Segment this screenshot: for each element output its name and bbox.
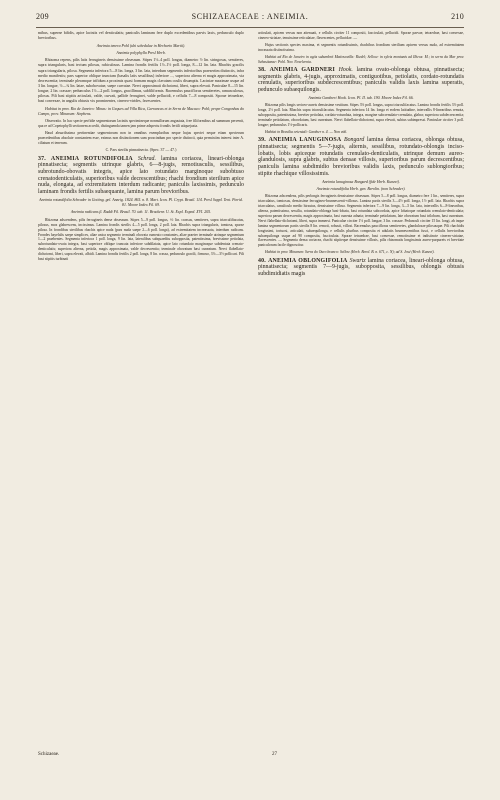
species-name: ANEIMIA OBLONGIFOLIA xyxy=(268,257,348,264)
habitat-paragraph: Habitat in Brasilia orientali: Gardner n. 4. — Non vidi. xyxy=(265,130,348,135)
paragraph: articulati, apicem versus non attenuati, e cellulis circiter 11 compositi, fasciculati, pellucidi. Sporae parvae, tetraedrae, basi convexae, cinereo-striatae, tenuissime reticulatae, flavescentes, pellucidae. — xyxy=(258,31,464,40)
footer-signature-right: 27 xyxy=(272,752,277,757)
species-number: 40. xyxy=(258,257,266,264)
species-number: 39. xyxy=(258,137,266,144)
synonym: Aneimia polyphylla Presl Herb. xyxy=(116,50,166,55)
description-paragraph: Rhizoma adscendens, pilis perlongis ferrugineis densissime obsessum. Stipes 5—8 poll. longus, diametro fere 1 lin., semiteres, supra triarculatus, tomtosus, densissime ferrugineo-brunnescenti-villosus. Lamina partis sterilis 3—4½ poll. longa, 1½ poll. lata. Rhachis supra triarculatus, canaliculo medio hirsutus, densissime villosa. Segmenta inferiora 7—9 lin. longa, 3—5 lin. lata, intervallis 6—8-linearibus, alterna, patentissima, sessilia, rotundato-oblonga basi-lobata, basi rotundata subcordata, apice lobatoque rotundata crenulato-denticulata; superiora parum decrescentia, magis approximata, basi cuneata adnata; terminale petiolatum, late obovatum basi trilobum, basi cuneatum. Nervi flabellato-dichotomi, liberi, supra immersi. Paniculae circiter 1½ poll. longae, 3 lin. crassae. Pedunculi circiter 15 lin. longi, ab inque lamina segmentorum partis sterilis 8 lin. remoti, robusti, villosi. Racemulus pauciflorus semiteretes, glandulosae pilosusque. Pili rhachidis longissimi, tortuosi, articulati, subaequilonga, e cellulis pluribus composita et adulatis brunnescentibus fusci, e cellulis brevioribus subaequilonga usque ad 90 composita, fasciculata. Sporae tetraedrae, basi convexae, remotissime et indistincte cinereo-striatae, flavescentes. — Segmenta densa coriacea, rhachi stipiteque densissime villosis, pilis rhizomatis longissimis aureo-purpureis et brevitate paniculorum facile dignoscitur. xyxy=(258,194,464,248)
species-number: 37. xyxy=(38,155,46,162)
species-author: Schrad. xyxy=(137,155,156,162)
running-title: SCHIZAEACEAE : ANEIMIA. xyxy=(191,12,309,21)
paragraph: Hujus sectionis species maxima, et segmentis rotundissimis, rhachibus frondium sterilium apicem versus nuda, ad extremitatem incrassata distinctissima. xyxy=(258,43,464,52)
description-paragraph: Rhizoma repens, pilis latis ferrugineis densissime obsessum. Stipes 1½–4 poll. longus, diametro ½ lin. stringosus, semiteres, supra triangularis, basi tectum pilosus, rubiculosus. Lamina frondis fertilis 1½–1½ poll. longa, 8—12 lin. lata. Rhachis gracilis supra triangularis, pilosa. Segmenta inferiora 5—8 lin. longa, 3 lin. lata, interdum segmentis inferioribus praesertim distinctis, infra medio manifestis; pars superior oblique trunctam (basalis latis sessilibus) inferiore ..., superiora alterna et magis approximata, via decrescentia; terminale pleramque trifidum a proximis quasi formam magis clavatam oculis disumptis. Laciniae maximae usque ad 3 lin. longae, ½—¾ lin. latae, subobovatae, saepe curvatae. Nervi approximati dichotomi, liberi, supra elevati. Paniculae 8—15 lin. longae, 2 lin. crassae; pedunculus 1½—2 poll. longus, gracillimus, subfiliformis. Racemulus pauciflorus semiteretes, ramusculosus, pilosus. Pili basi stipitis articulati, valde, curvati, pallide ferruginei, valde pellucidi, e cellulis 7—8 compositi. Sporae tetraedrae, basi convexae, in angulis obtusis vix prominentes, cinereo-virides, favescentes. xyxy=(38,58,244,104)
species-name: ANEIMIA LANUGINOSA xyxy=(268,137,342,144)
header-rule xyxy=(36,27,464,28)
species-name: ANEIMIA ROTUNDIFOLIA xyxy=(50,155,133,162)
page-number-left: 209 xyxy=(36,12,49,21)
synonym: Aneimia Gardneri Hook. Icon. Pl. II. tab. 190. Moore Index Fil. 66. xyxy=(308,96,414,100)
paragraph: mibus, superne bifidis, apice laciniis vel denticulatis; paniculis laminam fere duplo excedentibus parvis laxis, pedunculo duplo brevioribus. xyxy=(38,31,244,41)
species-entry xyxy=(258,137,464,177)
species-author: Hook. xyxy=(338,67,353,73)
species-author: Swartz xyxy=(349,257,366,264)
species-diagnosis: lamina coriacea, lineari-oblonga pinnatisecta; segmentis utrinque glabris, 6—8-jugis, remotiusculis, sessilibus, subrotundo-obovatis integris, apice lato rotundato marginoque subobtuso crenatodenticulatis, superioribus valde decrescentibus; rhachi frondium sterilium apice nuda, elongata, ad extremitatem interdum radicante; paniculis laxissimis, pedunculo laminam frondis fertilis subaequante, lamina parum brevioribus. xyxy=(38,155,244,196)
habitat-paragraph: Habitat in prov. Rio de Janeiro: Minas: in Geques ad Villa Rica, Carrancas et in Serra de Macaco: Pohl; prope Congonhas do Campo, prov. Minarum: Stephens. xyxy=(38,106,244,116)
section-heading: C. Pars sterilis pinnatisecta. (Spec. 37 — 47.) xyxy=(105,148,177,153)
note-paragraph: Haud absurdissima pertinentiae segmentorum non in omnibus exemplaribus neque hujus speciei neque etiam specierum praecedentibus absolute constantem esse, eximus non distinctionem sum proscindum pro specie distincti, quia permixtim interest inter A. ciliatum et tenerum. xyxy=(38,131,244,146)
synonym: Aneimia radicans β. Raddi Fil. Brasil. 70. tab. 11. Brackenr. U. St. Expl. Exped. XVI. 205. xyxy=(70,210,212,215)
page-header xyxy=(36,12,464,24)
habitat-paragraph: Habitat ad Rio de Janeiro in agiis subumbrit Mattosovilla: Riedel; Sellow: in sylvis montanis ad Ilheos: M.; in serra da Mar prov. Sebastianae: Pohl. Nov. Novelvenia. xyxy=(258,55,464,64)
description-paragraph: Rhizoma pilis longis sericeo-aureis densissime vestitum. Stipes 3½ poll. longus, supra triarculifacatus. Lamina frondis fertilis 3½ poll. longa, 2½ poll. lata. Rhachis supra triarculifacatus. Segmenta inferiora 14 lin. longa et eodem latitudine, intervallis 8-lineariibus remota, subopposita, patentissima, breviter petiolata, cordato-rotundata, integra, margine subcrenulato-crenulata, glabra; superiora subdecrescentia; terminale petiolatum, obcordatum, basi cuneatum. Nervi flabellato-dichotomi, supra elevati, subtus subimpressi. Paniculae circiter 3 poll. longae; pedunculus 1½-pollicaris. xyxy=(258,103,464,127)
left-column xyxy=(38,31,244,264)
species-entry xyxy=(258,67,464,94)
synonym: Aneimia lanuginosa Bongard (fide Herb. Kunzei). xyxy=(322,179,400,184)
species-diagnosis: lamina coriacea, lineari-oblonga obtusa, pinnatisecta; segmentis 7—9-jugis, subopposita, sessilibus, oblongis obtusis subdimidiatis magis xyxy=(258,257,465,277)
description-paragraph: Rhizoma adscendens, pilis ferrugineis dense obsessum. Stipes 5—9 poll. longus, ⅙ lin. crassus, semiteres, supra triarculifiacatus, pilosus, mox glabrescens, incissimus. Lamina frondis sterilis 4—5 poll. longa, 2 poll. lata. Rhachis supra triangularis, tomtosa, sparse pilosa. In frondibus sterilibus rhachis apice nuda (pars nuda saepe 2—6 poll. longa), ad extremitatem increassata, interdum radicans. Frondes hayelalis saepe simplices, aliae unica segmento terminali obovata cumeato constantes, aliae praeter terminale utrinque segmentum 1—2 praebentes. Segmenta inferiora 1 poll. longa, 9 lin. lata, lateralibus subquaeditu subopposita, patentissima, brevissime petiolata, subrotundato-ovata integra, basi superiore oblique truncata inferiore subdilatata, apice lato rotundato marginoque subdentata crenato-denticulatis; superiora alterna, petiola, magis approximata, valde decrescentia; terminale obovatum basi cuneatum. Nervi flabellato-dichotomi, liberi, supra elevati, albidi. Lamina frondis fertilis 2 poll. longa, 8 lin. crassa, pedunculo gracili, firmoso, 3½—3½ pollicari. Pili basi stipitis turbinati xyxy=(38,217,244,262)
right-column xyxy=(258,31,464,280)
page-number-right: 210 xyxy=(451,12,464,21)
species-name: ANEIMIA GARDNERI xyxy=(269,67,335,73)
species-diagnosis: lamina ovato-oblonga obtusa, pinnatisecta; segmentis glabris, 4-jugis, approximatis, contiguotibus, petiolatis, cordato-rotundatis crenulatis, superioribus subdecrescentibus; paniculis validis laxis lamina superatis, pedunculo subaequilongis. xyxy=(258,67,464,94)
synonym: Aneimia rotundifolia Herb. gen. Berolin. (non Schrader). xyxy=(316,186,406,191)
species-author: Bongard xyxy=(343,137,365,144)
species-entry xyxy=(38,156,244,196)
synonym: Aneimia rotundifolia Schrader in Gotting. gel. Anzeig. 1824. 865. n. 8. Mart. Icon. Pl. Crypt. Brasil. 114. Presl Suppl. Tent. Pterid. 81. Moore Index Fil. 69. xyxy=(39,197,243,208)
observation-paragraph: Observatio. In hac specie perfidie segmentorum laciniis specimineque nonnullorum angustata, free filiformibus ad summum pervenit, qua re ad Copetophylli sectionem accedit, distinguenda tamen jam prime adspectu frondis fertili utiquejaxta. xyxy=(38,119,244,129)
habitat-paragraph: Habitat in prov. Minarum: Serra do Ouro branco: Sellow (Herb. Berol. B. n. 671, c. N); ad S. José (Herb. Kunzei). xyxy=(265,250,435,255)
synonym: Aneimia tenera Pohl (ubi schedulae in Herbario Martii). xyxy=(96,43,186,48)
species-diagnosis: lamina densa coriacea, oblonga obtusa, pinnatisecta; segmentis 5—7-jugis, alternis, sessilibus, rotundato-oblongis inciso-lobatis, lobis apiceque rotundatis crenulato-denticulatis, utrinque demum aureo-glandulosis, supra glabris, subtus densae villosis, superioribus parum decrescentibus; paniculis lamina subdimidio brevioribus validis laxis, pedunculo sublongioribus; stipite rhachique villosissimis. xyxy=(258,137,464,177)
footer-signature-left: Schizaeae. xyxy=(38,752,60,757)
species-number: 38. xyxy=(258,67,266,73)
species-entry xyxy=(258,258,464,278)
